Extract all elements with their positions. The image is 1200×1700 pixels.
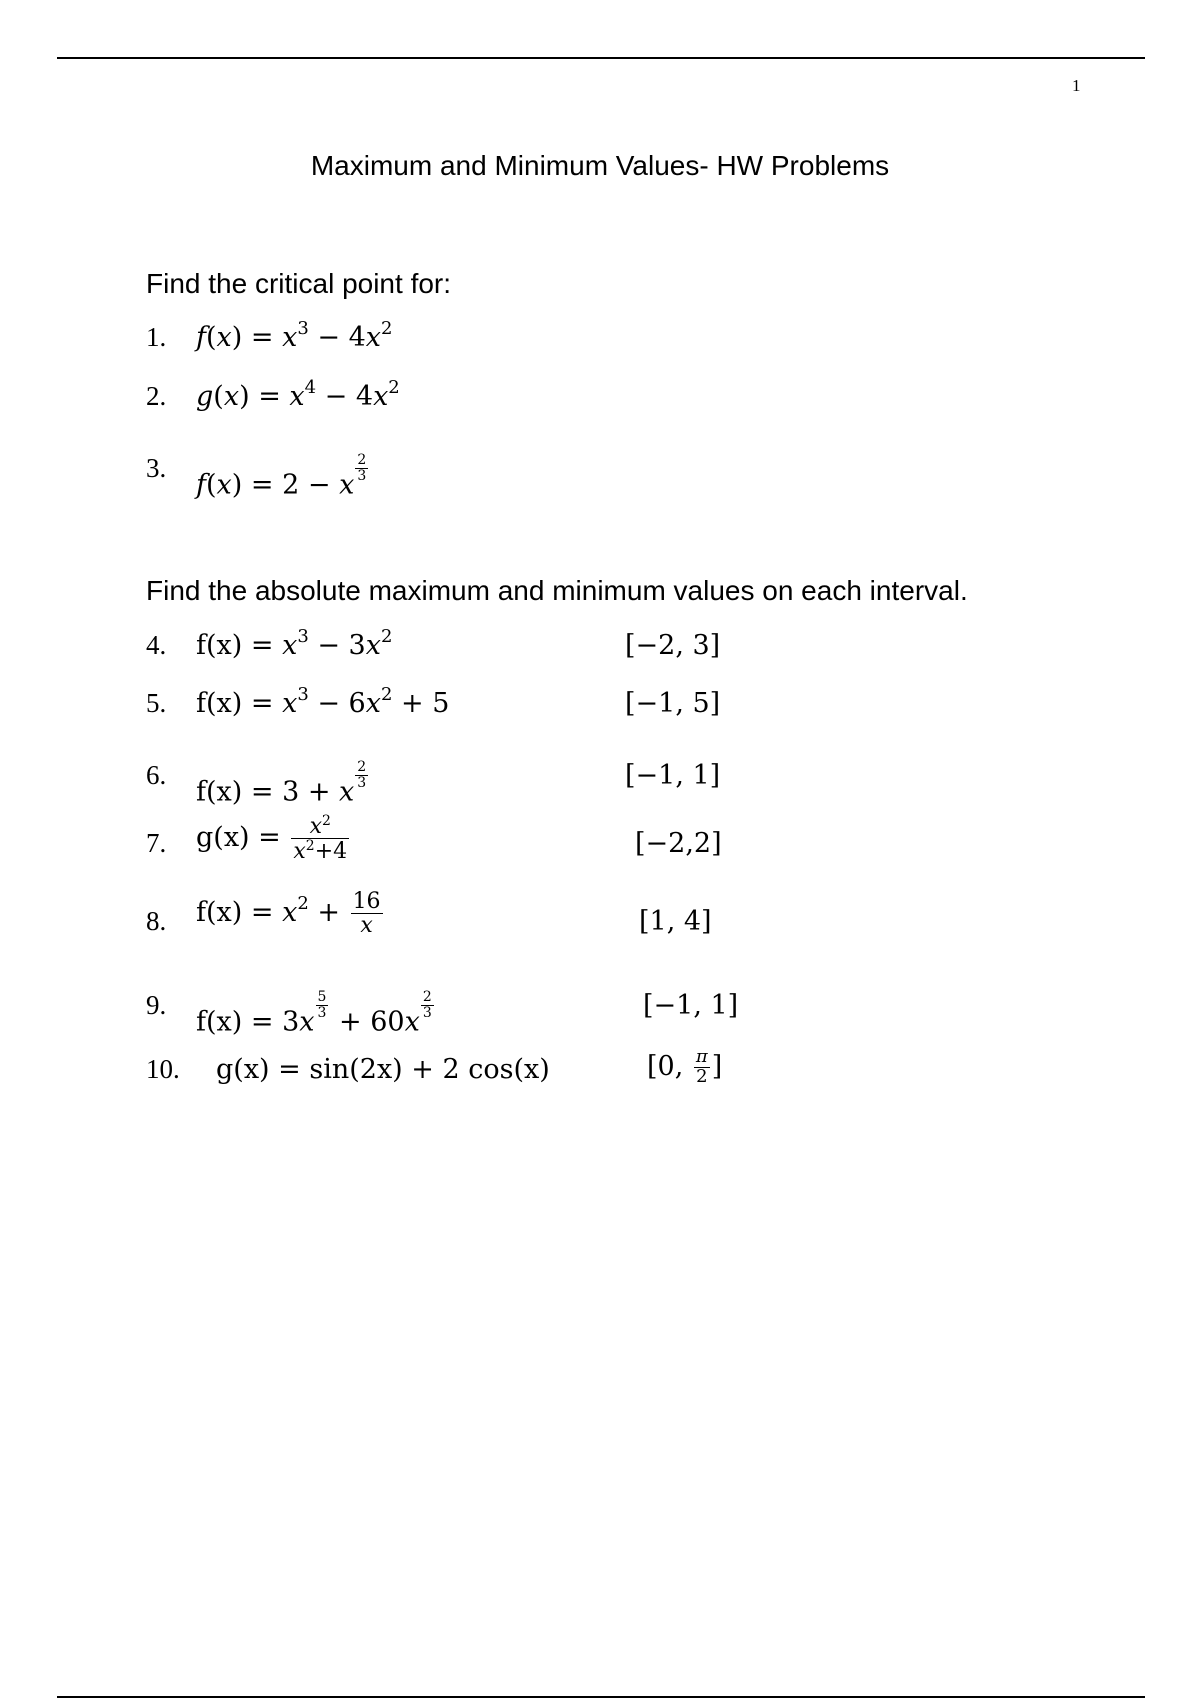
problem-expression: f(x) = 3 + x $\frac{2}{3}$ — [196, 759, 367, 808]
problem-expression: $f(x) = x^3 - 4x^2$ — [196, 318, 393, 353]
problem-8 — [146, 889, 1046, 966]
problem-9 — [146, 990, 1046, 1050]
problem-number: 7. — [146, 828, 167, 858]
top-rule — [57, 57, 1145, 59]
problem-expression: g(x) = $\frac{x^2}{x^2+4}$ — [196, 813, 348, 865]
problem-number: 8. — [146, 906, 167, 936]
section2-heading: Find the absolute maximum and minimum values on each interval. — [146, 575, 968, 606]
problem-5 — [146, 684, 1046, 748]
problem-number: 5. — [146, 688, 167, 718]
problem-expression: $f(x) = x^3 - 3x^2$ — [196, 626, 393, 661]
interval: [−1, 1] — [643, 990, 739, 1021]
problem-expression: g(x) = sin(2x) + 2 cos(x) — [216, 1054, 550, 1085]
problem-expression: $f(x) = x^2$ + $\frac{16}{x}$ — [196, 889, 381, 939]
problem-number: 2. — [146, 381, 167, 411]
interval: [−1, 5] — [625, 688, 721, 719]
interval: [0, $\frac{\pi}{2}$ ] — [647, 1046, 723, 1087]
problem-number: 6. — [146, 760, 167, 790]
problem-10 — [146, 1046, 1046, 1114]
problem-4 — [146, 626, 1046, 690]
problem-expression: $f(x) = x^3 - 6x^2 + 5$ — [196, 684, 450, 719]
section1-heading: Find the critical point for: — [146, 268, 452, 299]
problem-number: 9. — [146, 990, 167, 1020]
problem-number: 3. — [146, 453, 167, 483]
problem-number: 10. — [146, 1054, 180, 1084]
problem-7 — [146, 813, 1046, 888]
page-title: Maximum and Minimum Values- HW Problems — [310, 150, 890, 181]
problem-6 — [146, 760, 1046, 820]
interval: [−1, 1] — [625, 760, 721, 791]
bottom-rule — [57, 1696, 1145, 1698]
problem-expression: $g(x) = x^4 - 4x^2$ — [196, 377, 400, 412]
problem-number: 1. — [146, 322, 167, 352]
interval: [−2, 3] — [625, 630, 721, 661]
problem-expression: f(x) = 3x $\frac{5}{3}$ + 60x $\frac{2}{3}$ — [196, 989, 432, 1038]
interval: [1, 4] — [639, 906, 712, 937]
problem-3 — [146, 453, 1046, 513]
problem-expression: f(x) = 2 − x $\frac{2}{3}$ — [196, 452, 367, 501]
problem-number: 4. — [146, 630, 167, 660]
problem-1 — [146, 318, 1046, 382]
interval: [−2,2] — [635, 828, 722, 859]
problem-2 — [146, 377, 1046, 441]
page-number: 1 — [1072, 76, 1081, 95]
